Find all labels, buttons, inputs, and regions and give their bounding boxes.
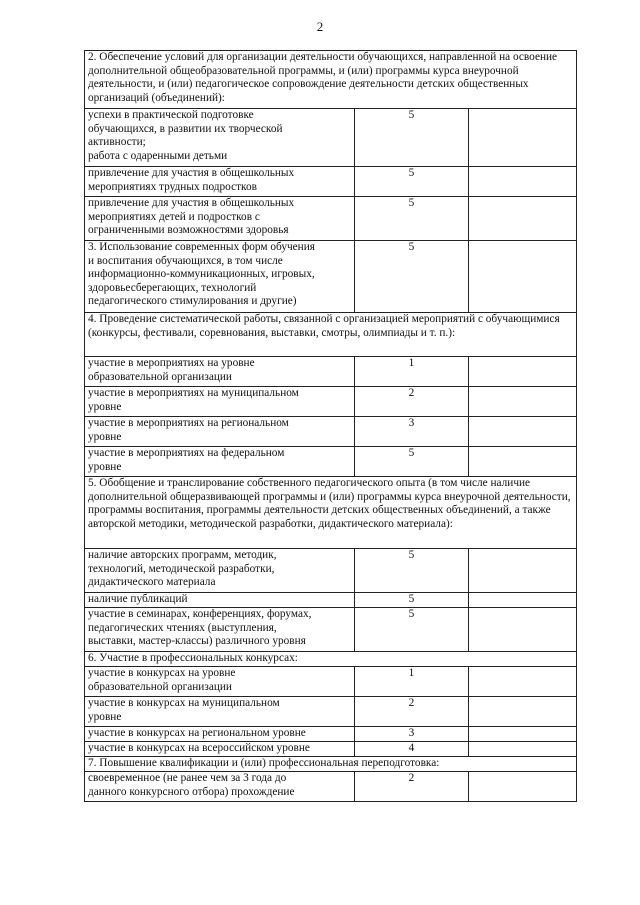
criterion-row [85,241,577,313]
criterion-text: участие в конкурсах на всероссийском уровне [85,742,355,757]
section-heading: 2. Обеспечение условий для организации деятельности обучающихся, направленной на освоение дополнительной общеобразовательной программы, и (или) программы курса внеурочной деятельности, и (или) педагогическое сопровождение деятельности детских общественных организаций (объединений): [85,51,577,109]
empty-cell [469,197,577,241]
criterion-row [85,772,577,802]
empty-cell [469,387,577,417]
section-header-row [85,477,577,549]
empty-cell [469,772,577,802]
criterion-text: участие в семинарах, конференциях, форумах, педагогических чтениях (выступления, выставки, мастер-классы) различного уровня [85,608,355,652]
criterion-text: наличие авторских программ, методик, технологий, методической разработки, дидактического материала [85,549,355,593]
criterion-row [85,447,577,477]
criterion-score: 1 [355,357,469,387]
section-heading: 4. Проведение систематической работы, связанной с организацией мероприятий с обучающимися (конкурсы, фестивали, соревнования, выставки, смотры, олимпиады и т. п.): [85,313,577,357]
criterion-score: 2 [355,697,469,727]
criterion-row [85,109,577,167]
criterion-text: своевременное (не ранее чем за 3 года до данного конкурсного отбора) прохождение [85,772,355,802]
criterion-row [85,197,577,241]
section-heading: 6. Участие в профессиональных конкурсах: [85,652,577,667]
criterion-row [85,608,577,652]
criterion-score: 5 [355,197,469,241]
criterion-text: успехи в практической подготовке обучающихся, в развитии их творческой активности; работа с одаренными детьми [85,109,355,167]
criterion-text: участие в мероприятиях на региональном уровне [85,417,355,447]
criterion-row [85,727,577,742]
criterion-text: участие в мероприятиях на уровне образовательной организации [85,357,355,387]
criterion-score: 2 [355,772,469,802]
criterion-text: наличие публикаций [85,593,355,608]
page-number: 2 [316,19,324,34]
criterion-score: 4 [355,742,469,757]
section-header-row [85,652,577,667]
section-header-row [85,757,577,772]
criterion-text: участие в конкурсах на муниципальном уровне [85,697,355,727]
empty-cell [469,417,577,447]
criterion-score: 5 [355,241,469,313]
criterion-text: привлечение для участия в общешкольных мероприятиях детей и подростков с ограниченными возможностями здоровья [85,197,355,241]
criterion-text: участие в мероприятиях на федеральном уровне [85,447,355,477]
empty-cell [469,667,577,697]
empty-cell [469,593,577,608]
criterion-row [85,387,577,417]
criterion-row [85,167,577,197]
criterion-text: участие в конкурсах на уровне образовательной организации [85,667,355,697]
criterion-score: 5 [355,447,469,477]
section-heading: 7. Повышение квалификации и (или) профессиональная переподготовка: [85,757,577,772]
criterion-text: 3. Использование современных форм обучения и воспитания обучающихся, в том числе информационно-коммуникационных, игровых, здоровьесберегающих, технологий педагогического стимулирования и другие) [85,241,355,313]
criterion-row [85,697,577,727]
criterion-row [85,357,577,387]
section-header-row [85,313,577,357]
criterion-score: 1 [355,667,469,697]
empty-cell [469,727,577,742]
criterion-score: 3 [355,417,469,447]
criterion-text: привлечение для участия в общешкольных мероприятиях трудных подростков [85,167,355,197]
criterion-score: 5 [355,109,469,167]
criterion-score: 5 [355,593,469,608]
criterion-row [85,742,577,757]
empty-cell [469,447,577,477]
criterion-row [85,417,577,447]
empty-cell [469,549,577,593]
criterion-row [85,593,577,608]
criterion-text: участие в мероприятиях на муниципальном уровне [85,387,355,417]
criterion-row [85,667,577,697]
criterion-score: 5 [355,167,469,197]
section-header-row [85,51,577,109]
criterion-score: 2 [355,387,469,417]
criterion-score: 5 [355,608,469,652]
empty-cell [469,109,577,167]
empty-cell [469,241,577,313]
empty-cell [469,697,577,727]
criterion-score: 5 [355,549,469,593]
criterion-text: участие в конкурсах на региональном уровне [85,727,355,742]
empty-cell [469,167,577,197]
empty-cell [469,608,577,652]
section-heading: 5. Обобщение и транслирование собственного педагогического опыта (в том числе наличие дополнительной общеразвивающей программы и (или) программы курса внеурочной деятельности, программы воспитания, программы деятельности детских общественных объединений, а также авторской методики, методической разработки, дидактического материала): [85,477,577,549]
criterion-score: 3 [355,727,469,742]
criteria-table [84,50,577,802]
empty-cell [469,357,577,387]
empty-cell [469,742,577,757]
criterion-row [85,549,577,593]
